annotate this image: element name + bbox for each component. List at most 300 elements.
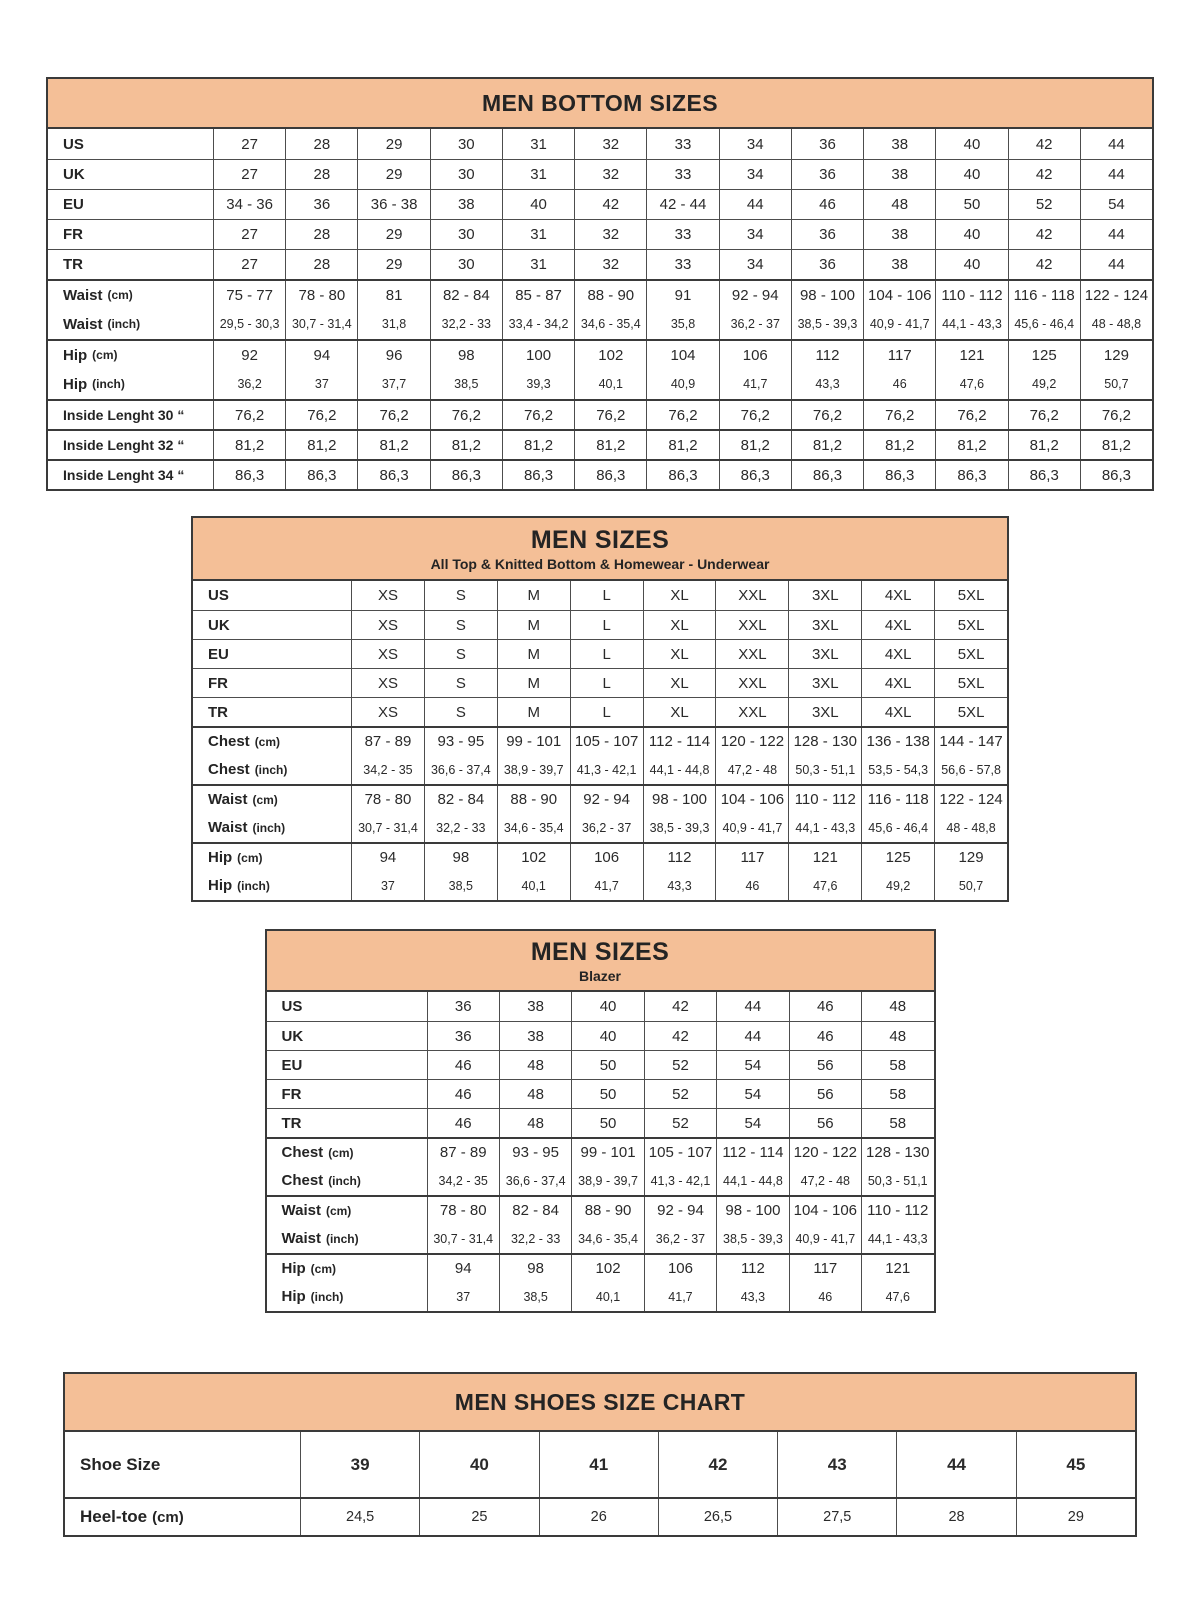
value-cell: 46 [715,871,788,900]
value-cell: 32 [574,129,646,159]
table-title: MEN SHOES SIZE CHART [454,1388,746,1415]
value-cell: 76,2 [863,401,935,429]
value-cell: 76,2 [213,401,285,429]
value-cell: 4XL [861,581,934,610]
value-cell: 48 [499,1080,571,1108]
value-cell: 48 [499,1109,571,1137]
table-header [193,518,1007,581]
value-cell: 104 - 106 [715,786,788,813]
value-cell: 36 [791,129,863,159]
value-cell: 30,7 - 31,4 [427,1224,499,1253]
value-cell: 38 [863,220,935,249]
value-cell: 36 [791,220,863,249]
row-label [193,786,351,813]
row-label-text: Waist [208,819,248,836]
row-label [267,992,427,1021]
value-cell: XXL [715,581,788,610]
value-cell: 36,2 - 37 [644,1224,716,1253]
row-label-text: TR [208,703,228,721]
value-cell: 52 [644,1080,716,1108]
value-cell: 104 - 106 [789,1197,861,1224]
value-cell: 5XL [934,640,1007,668]
value-cell: 39 [300,1432,419,1497]
value-cell: 42 [1008,129,1080,159]
row-label-text: Heel-toe [80,1507,148,1526]
row-fr [193,668,1007,697]
value-cell: 4XL [861,640,934,668]
value-cell: M [497,698,570,726]
value-cell: 43,3 [791,369,863,399]
row-label [48,250,213,279]
row-label-text: Shoe Size [80,1454,161,1474]
value-cell: 76,2 [357,401,429,429]
value-cell: 49,2 [861,871,934,900]
row-chest-inch [267,1166,934,1195]
value-cell: 26 [539,1499,658,1535]
row-label-text: Waist [208,791,248,808]
value-cell: 34 [719,250,791,279]
value-cell: 92 - 94 [644,1197,716,1224]
value-cell: 104 - 106 [863,281,935,309]
value-cell: 36,6 - 37,4 [499,1166,571,1195]
value-cell: 34,6 - 35,4 [571,1224,643,1253]
value-cell: XXL [715,611,788,639]
value-cell: 98 [499,1255,571,1282]
value-cell: 56 [789,1109,861,1137]
value-cell: 102 [571,1255,643,1282]
value-cell: 129 [934,844,1007,871]
value-cell: 46 [427,1109,499,1137]
value-cell: 5XL [934,581,1007,610]
value-cell: 5XL [934,698,1007,726]
table-subtitle: All Top & Knitted Bottom & Homewear - Underwear [430,555,770,572]
value-cell: 48 [499,1051,571,1079]
value-cell: XL [643,581,716,610]
value-cell: 35,8 [646,309,718,339]
value-cell: 76,2 [430,401,502,429]
value-cell: 86,3 [1008,461,1080,489]
row-label [267,1255,427,1282]
value-cell: 50 [571,1109,643,1137]
row-label-text: Waist [281,1230,321,1247]
value-cell: 36 [427,1022,499,1050]
row-label [193,871,351,900]
value-cell: 81,2 [791,431,863,459]
value-cell: 58 [861,1080,933,1108]
row-inside-lenght-30 [48,399,1152,429]
row-label [193,640,351,668]
value-cell: 33 [646,129,718,159]
value-cell: 29 [357,220,429,249]
value-cell: 4XL [861,698,934,726]
row-waist-inch [193,813,1007,842]
value-cell: 47,2 - 48 [789,1166,861,1195]
value-cell: 128 - 130 [861,1139,933,1166]
value-cell: 86,3 [863,461,935,489]
value-cell: 86,3 [357,461,429,489]
value-cell: 30 [430,250,502,279]
value-cell: L [570,581,643,610]
value-cell: 3XL [788,669,861,697]
value-cell: 42 [644,992,716,1021]
row-label [48,220,213,249]
value-cell: 50,7 [934,871,1007,900]
value-cell: 78 - 80 [351,786,424,813]
value-cell: 117 [863,341,935,369]
value-cell: 112 - 114 [643,728,716,755]
value-cell: 86,3 [1080,461,1152,489]
value-cell: XL [643,698,716,726]
value-cell: 122 - 124 [934,786,1007,813]
value-cell: 50,3 - 51,1 [861,1166,933,1195]
row-us [193,581,1007,610]
value-cell: 81,2 [1080,431,1152,459]
row-eu [267,1050,934,1079]
value-cell: 100 [502,341,574,369]
value-cell: 4XL [861,611,934,639]
value-cell: S [424,669,497,697]
value-cell: 110 - 112 [861,1197,933,1224]
value-cell: 32,2 - 33 [499,1224,571,1253]
value-cell: 34 [719,220,791,249]
value-cell: 44 [1080,129,1152,159]
row-label-text: Hip [208,849,233,866]
value-cell: 43 [777,1432,896,1497]
value-cell: L [570,640,643,668]
value-cell: 32,2 - 33 [424,813,497,842]
row-label [267,1080,427,1108]
value-cell: 75 - 77 [213,281,285,309]
value-cell: 50,3 - 51,1 [788,755,861,784]
value-cell: 42 - 44 [646,190,718,219]
row-label-text: UK [208,616,230,634]
row-label [267,1224,427,1253]
value-cell: S [424,611,497,639]
value-cell: 56 [789,1080,861,1108]
row-label-unit: (inch) [254,762,288,777]
table-title: MEN SIZES [530,937,670,966]
row-chest-cm [267,1137,934,1166]
value-cell: 27 [213,160,285,189]
value-cell: XS [351,611,424,639]
value-cell: 40,9 - 41,7 [789,1224,861,1253]
value-cell: 78 - 80 [427,1197,499,1224]
row-label [193,844,351,871]
row-hip-cm [48,339,1152,369]
value-cell: 31 [502,160,574,189]
row-label-text: Chest [208,733,250,750]
row-waist-inch [48,309,1152,339]
value-cell: 44,1 - 44,8 [716,1166,788,1195]
row-label [193,669,351,697]
value-cell: 81,2 [357,431,429,459]
row-label-text: Hip [281,1260,306,1277]
value-cell: 48 - 48,8 [1080,309,1152,339]
row-us [267,992,934,1021]
value-cell: 94 [285,341,357,369]
value-cell: 36 [791,250,863,279]
row-label [267,1139,427,1166]
value-cell: XXL [715,640,788,668]
value-cell: 88 - 90 [497,786,570,813]
value-cell: 144 - 147 [934,728,1007,755]
value-cell: 38,5 [424,871,497,900]
row-label-unit: (cm) [328,1145,354,1160]
value-cell: 92 - 94 [719,281,791,309]
value-cell: 52 [644,1051,716,1079]
value-cell: 112 [791,341,863,369]
value-cell: 29 [357,250,429,279]
value-cell: 76,2 [574,401,646,429]
value-cell: 34 - 36 [213,190,285,219]
value-cell: S [424,698,497,726]
value-cell: 40 [935,220,1007,249]
row-waist-cm [267,1195,934,1224]
value-cell: 48 [863,190,935,219]
value-cell: 129 [1080,341,1152,369]
value-cell: 40,1 [497,871,570,900]
value-cell: 43,3 [716,1282,788,1311]
row-label [65,1499,300,1535]
value-cell: 48 [861,1022,933,1050]
value-cell: 38 [863,160,935,189]
value-cell: 88 - 90 [574,281,646,309]
row-label [267,1166,427,1195]
row-label [48,281,213,309]
value-cell: 34,2 - 35 [351,755,424,784]
row-label-text: Hip [281,1288,306,1305]
value-cell: S [424,640,497,668]
table-header [267,931,934,992]
men-sizes-blazer-table [265,929,936,1313]
row-waist-inch [267,1224,934,1253]
value-cell: M [497,640,570,668]
value-cell: 32 [574,250,646,279]
value-cell: 4XL [861,669,934,697]
row-waist-cm [193,784,1007,813]
value-cell: 81,2 [285,431,357,459]
value-cell: 34,2 - 35 [427,1166,499,1195]
value-cell: 50,7 [1080,369,1152,399]
row-inside-lenght-32 [48,429,1152,459]
value-cell: 47,2 - 48 [715,755,788,784]
value-cell: 44 [896,1432,1015,1497]
value-cell: 38,9 - 39,7 [497,755,570,784]
value-cell: 40 [419,1432,538,1497]
value-cell: 81,2 [646,431,718,459]
value-cell: 34 [719,129,791,159]
row-heel-toe-cm [65,1497,1135,1535]
row-label-unit: (cm) [237,850,263,865]
row-label-unit: (inch) [107,317,141,331]
value-cell: 86,3 [574,461,646,489]
value-cell: 45 [1016,1432,1135,1497]
row-hip-inch [193,871,1007,900]
row-label-text: Inside Lenght 30 “ [63,407,185,423]
row-hip-cm [193,842,1007,871]
value-cell: 99 - 101 [571,1139,643,1166]
row-chest-inch [193,755,1007,784]
value-cell: 40 [571,992,643,1021]
value-cell: 45,6 - 46,4 [1008,309,1080,339]
row-label-unit: (inch) [237,878,270,893]
value-cell: 37 [427,1282,499,1311]
row-label [193,698,351,726]
value-cell: 46 [791,190,863,219]
value-cell: 42 [1008,220,1080,249]
value-cell: 24,5 [300,1499,419,1535]
value-cell: 32,2 - 33 [430,309,502,339]
row-eu [48,189,1152,219]
row-label [48,431,213,459]
value-cell: 31 [502,220,574,249]
value-cell: 48 [861,992,933,1021]
value-cell: 38,5 - 39,3 [716,1224,788,1253]
row-label-text: Inside Lenght 34 “ [63,467,185,483]
row-waist-cm [48,279,1152,309]
row-label [267,1197,427,1224]
value-cell: 87 - 89 [427,1139,499,1166]
table-header [48,79,1152,129]
value-cell: 37 [351,871,424,900]
value-cell: 36,2 - 37 [570,813,643,842]
value-cell: 36 [285,190,357,219]
value-cell: L [570,698,643,726]
value-cell: 81,2 [213,431,285,459]
value-cell: 121 [935,341,1007,369]
value-cell: 87 - 89 [351,728,424,755]
value-cell: 93 - 95 [499,1139,571,1166]
value-cell: L [570,611,643,639]
row-label-text: Chest [281,1172,324,1189]
value-cell: 41,3 - 42,1 [570,755,643,784]
value-cell: 86,3 [791,461,863,489]
value-cell: 54 [716,1109,788,1137]
value-cell: 121 [788,844,861,871]
row-shoe-size [65,1432,1135,1497]
value-cell: M [497,669,570,697]
row-label-text: US [281,998,303,1015]
value-cell: 45,6 - 46,4 [861,813,934,842]
value-cell: 81,2 [863,431,935,459]
value-cell: 58 [861,1051,933,1079]
value-cell: 49,2 [1008,369,1080,399]
value-cell: 50 [571,1051,643,1079]
value-cell: 81,2 [574,431,646,459]
value-cell: 40 [935,160,1007,189]
value-cell: 112 [643,844,716,871]
row-chest-cm [193,726,1007,755]
value-cell: 78 - 80 [285,281,357,309]
value-cell: 76,2 [935,401,1007,429]
value-cell: 41,7 [644,1282,716,1311]
value-cell: 28 [285,129,357,159]
value-cell: 105 - 107 [570,728,643,755]
value-cell: 38 [863,129,935,159]
row-label-unit: (cm) [254,734,281,749]
value-cell: 86,3 [719,461,791,489]
row-label-text: EU [63,196,84,213]
value-cell: 42 [574,190,646,219]
row-tr [193,697,1007,726]
value-cell: 81 [357,281,429,309]
value-cell: 120 - 122 [789,1139,861,1166]
row-label-unit: (inch) [92,377,125,391]
row-label-text: US [208,587,229,604]
row-label [48,369,213,399]
row-label-unit: (inch) [328,1173,361,1188]
value-cell: 32 [574,160,646,189]
value-cell: 106 [644,1255,716,1282]
value-cell: 44 [719,190,791,219]
row-label [48,129,213,159]
value-cell: 38 [863,250,935,279]
value-cell: 86,3 [935,461,1007,489]
value-cell: 46 [789,992,861,1021]
row-label-text: Waist [63,315,103,333]
value-cell: 82 - 84 [499,1197,571,1224]
value-cell: 33 [646,160,718,189]
value-cell: 52 [1008,190,1080,219]
value-cell: 56 [789,1051,861,1079]
value-cell: 27 [213,220,285,249]
row-label [48,190,213,219]
value-cell: 38 [499,992,571,1021]
value-cell: 86,3 [646,461,718,489]
value-cell: 34 [719,160,791,189]
value-cell: 46 [863,369,935,399]
value-cell: 37,7 [357,369,429,399]
row-label [65,1432,300,1497]
value-cell: 31,8 [357,309,429,339]
row-label-unit: (cm) [310,1261,337,1276]
row-label [193,581,351,610]
row-label [267,1109,427,1137]
value-cell: 120 - 122 [715,728,788,755]
value-cell: 102 [574,341,646,369]
value-cell: 88 - 90 [571,1197,643,1224]
value-cell: 31 [502,129,574,159]
value-cell: 38,9 - 39,7 [571,1166,643,1195]
value-cell: 36 - 38 [357,190,429,219]
value-cell: 76,2 [719,401,791,429]
row-label-text: Waist [63,286,103,304]
row-label-unit: (cm) [92,348,118,362]
value-cell: 47,6 [788,871,861,900]
row-label [267,1022,427,1050]
value-cell: XS [351,698,424,726]
value-cell: 44,1 - 43,3 [935,309,1007,339]
value-cell: 27 [213,129,285,159]
value-cell: 47,6 [861,1282,933,1311]
row-label-text: Chest [208,761,250,778]
value-cell: 82 - 84 [430,281,502,309]
value-cell: 48 - 48,8 [934,813,1007,842]
value-cell: 82 - 84 [424,786,497,813]
row-label-unit: (cm) [252,792,278,807]
value-cell: 81,2 [935,431,1007,459]
row-label [48,461,213,489]
row-uk [267,1021,934,1050]
row-label-unit: (inch) [252,820,286,835]
value-cell: 86,3 [285,461,357,489]
value-cell: 3XL [788,611,861,639]
value-cell: 36 [427,992,499,1021]
row-label-text: Hip [208,877,233,894]
value-cell: 81,2 [1008,431,1080,459]
men-bottom-sizes-table [46,77,1154,491]
value-cell: 94 [351,844,424,871]
